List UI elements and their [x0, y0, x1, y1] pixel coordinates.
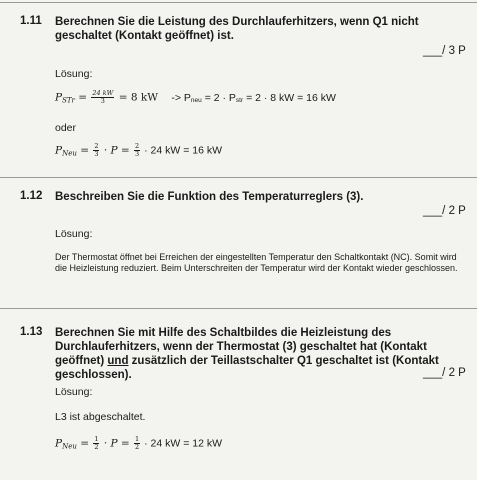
question-title-1-12: Beschreiben Sie die Funktion des Temperaturreglers (3). — [55, 191, 364, 203]
or-label: oder — [55, 122, 77, 134]
question-title-1-11: Berechnen Sie die Leistung des Durchlauferhitzers, wenn Q1 nicht geschaltet (Kontakt geöffnet) ist. — [55, 16, 419, 42]
question-number-1-11: 1.11 — [20, 15, 42, 27]
score-field-1-11: ___/ 3 P — [423, 45, 466, 57]
formula-p-neu-1-13: $P_{Neu}$ = $\frac{1}{2}$ · P = $\frac{1}{2}$ · 24 kW = 12 kW — [55, 435, 222, 451]
question-number-1-12: 1.12 — [20, 190, 43, 202]
formula-p-neu-1-11: $P_{Neu}$ = $\frac{2}{3}$ · P = $\frac{2}{3}$ · 24 kW = 16 kW — [55, 142, 222, 158]
question-title-1-13: Berechnen Sie mit Hilfe des Schaltbildes die Heizleistung des Durchlauferhitzers, wenn der Thermostat (3) geschaltet hat (Kontakt geöffnet) und zusätzlich der Teillastschalter Q1 geschaltet ist (Kontakt geschlossen). — [55, 327, 439, 381]
answer-text-1-12: Der Thermostat öffnet bei Erreichen der eingestellten Temperatur den Schaltkontakt (NC). Somit wird die Heizleistung reduziert. Beim Unterschreiten der Temperatur wird der Kontakt wieder geschlossen. — [55, 252, 458, 273]
solution-label-1-12: Lösung: — [55, 228, 93, 240]
question-number-1-13: 1.13 — [20, 326, 43, 338]
answer-text-1-13: L3 ist abgeschaltet. — [55, 411, 146, 423]
score-field-1-13: ___/ 2 P — [423, 367, 466, 379]
divider-2 — [0, 308, 477, 309]
solution-label-1-11: Lösung: — [55, 68, 93, 80]
divider-1 — [0, 177, 477, 178]
solution-label-1-13: Lösung: — [55, 386, 93, 398]
score-field-1-12: ___/ 2 P — [423, 205, 466, 217]
top-divider — [0, 2, 477, 3]
fraction: $\frac{24 kW}{3}$ — [92, 89, 114, 105]
formula-p-str: $P_{STr}$ = $\frac{24 kW}{3}$ = 8 kW -> Pneu = 2 · Pstr = 2 · 8 kW = 16 kW — [55, 89, 336, 105]
